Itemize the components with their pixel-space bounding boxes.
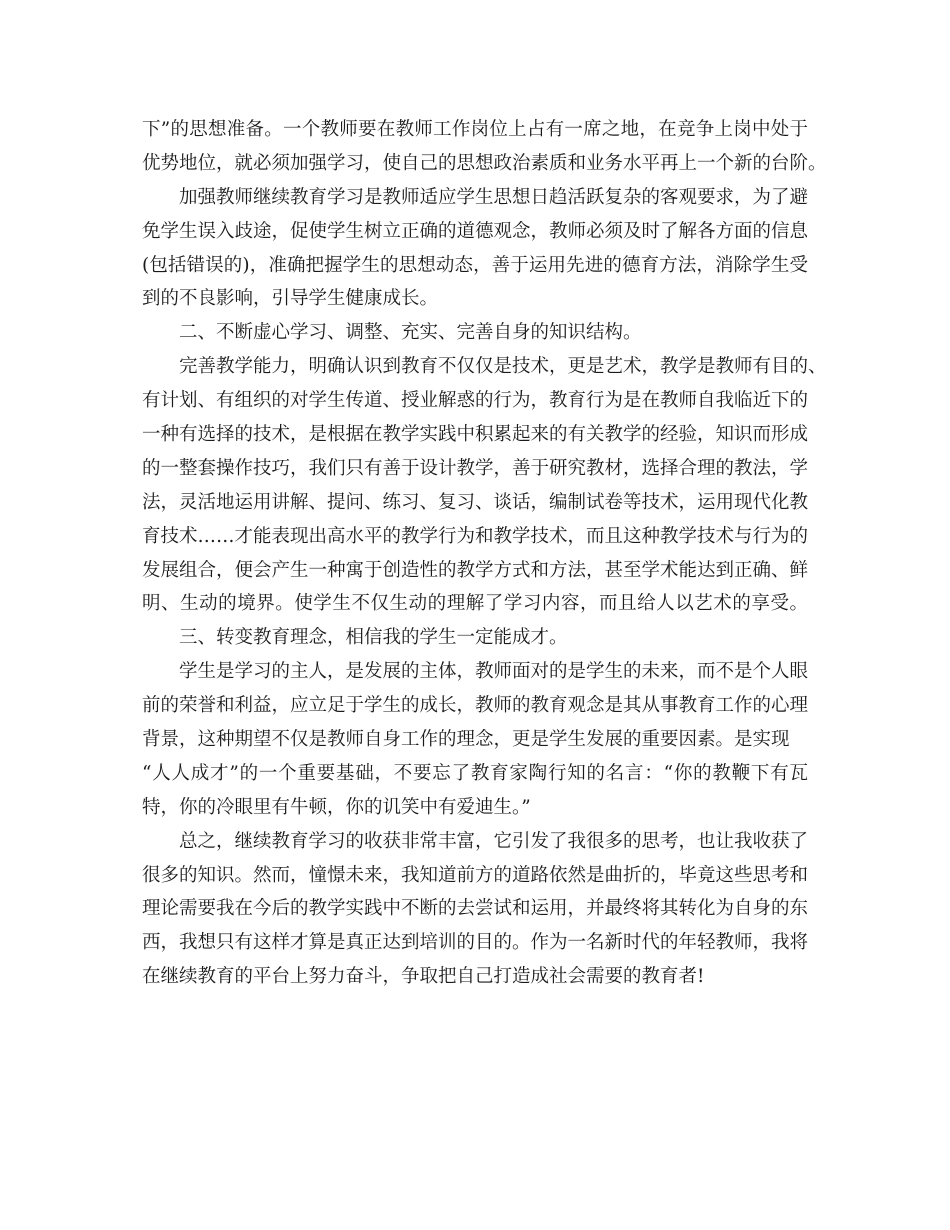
text-line: 有计划、有组织的对学生传道、授业解惑的行为，教育行为是在教师自我临近下的 — [142, 390, 809, 412]
text-line: 到的不良影响，引导学生健康成长。 — [142, 288, 439, 310]
text-line: 西，我想只有这样才算是真正达到培训的目的。作为一名新时代的年轻教师，我将 — [142, 932, 809, 954]
text-line: 很多的知识。然而，憧憬未来，我知道前方的道路依然是曲折的，毕竟这些思考和 — [142, 864, 809, 886]
text-line: 发展组合，便会产生一种寓于创造性的教学方式和方法，甚至学术能达到正确、鲜 — [142, 559, 809, 581]
text-line: 总之，继续教育学习的收获非常丰富，它引发了我很多的思考，也让我收获了 — [179, 830, 809, 852]
text-line: 优势地位，就必须加强学习，使自己的思想政治素质和业务水平再上一个新的台阶。 — [142, 152, 827, 174]
text-line: 在继续教育的平台上努力奋斗，争取把自己打造成社会需要的教育者! — [142, 966, 705, 988]
text-line: 前的荣誉和利益，应立足于学生的成长，教师的教育观念是其从事教育工作的心理 — [142, 695, 809, 717]
text-line: 特，你的冷眼里有牛顿，你的讥笑中有爱迪生。” — [142, 796, 531, 818]
text-line: 一种有选择的技术，是根据在教学实践中积累起来的有关教学的经验，知识而形成 — [142, 424, 809, 446]
text-line: 的一整套操作技巧，我们只有善于设计教学，善于研究教材，选择合理的教法，学 — [142, 457, 809, 479]
text-line: 下”的思想准备。一个教师要在教师工作岗位上占有一席之地，在竞争上岗中处于 — [142, 119, 808, 140]
text-line: 学生是学习的主人，是发展的主体，教师面对的是学生的未来，而不是个人眼 — [179, 661, 809, 683]
text-line: 加强教师继续教育学习是教师适应学生思想日趋活跃复杂的客观要求，为了避 — [179, 186, 809, 208]
document-body — [142, 113, 827, 994]
text-line: 免学生误入歧途，促使学生树立正确的道德观念，教师必须及时了解各方面的信息 — [142, 220, 809, 242]
text-line: 完善教学能力，明确认识到教育不仅仅是技术，更是艺术，教学是教师有目的、 — [179, 356, 827, 378]
text-line: 二、不断虚心学习、调整、充实、完善自身的知识结构。 — [179, 322, 642, 344]
text-line: 育技术……才能表现出高水平的教学行为和教学技术，而且这种教学技术与行为的 — [142, 525, 809, 547]
text-line: 三、转变教育理念，相信我的学生一定能成才。 — [179, 627, 568, 649]
text-line: 背景，这种期望不仅是教师自身工作的理念，更是学生发展的重要因素。是实现 — [142, 729, 790, 751]
text-line: 理论需要我在今后的教学实践中不断的去尝试和运用，并最终将其转化为自身的东 — [142, 898, 809, 920]
text-line: (包括错误的)，准确把握学生的思想动态，善于运用先进的德育方法，消除学生受 — [142, 254, 808, 276]
text-line: “人人成才”的一个重要基础，不要忘了教育家陶行知的名言：“你的教鞭下有瓦 — [142, 762, 808, 784]
text-line: 明、生动的境界。使学生不仅生动的理解了学习内容，而且给人以艺术的享受。 — [142, 593, 808, 615]
text-line: 法，灵活地运用讲解、提问、练习、复习、谈话，编制试卷等技术，运用现代化教 — [142, 491, 809, 513]
